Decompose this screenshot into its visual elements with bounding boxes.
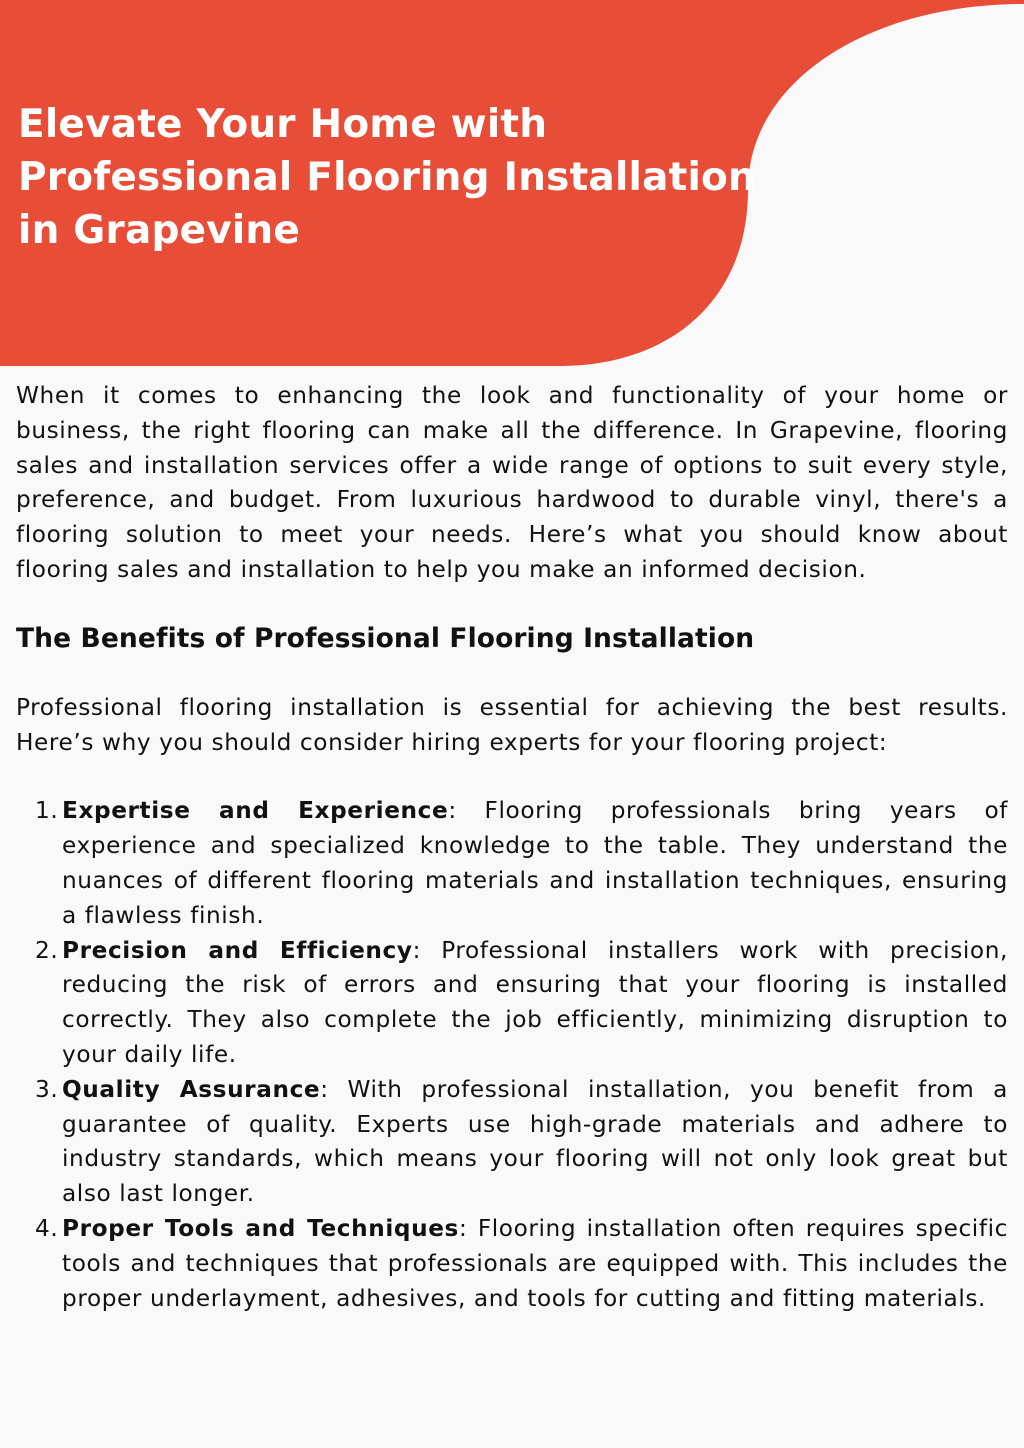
list-item-text: : Professional installers work with precision, reducing the risk of errors and ensuring that your flooring is installed correctly. They also complete the job efficiently, minimizing disruption to your daily life. bbox=[62, 936, 1008, 1068]
page-title: Elevate Your Home with Professional Flooring Installation in Grapevine bbox=[18, 102, 756, 253]
article-body bbox=[16, 379, 1008, 1316]
list-item-title: Quality Assurance bbox=[62, 1075, 321, 1103]
list-item-number: 1. bbox=[35, 797, 59, 825]
section-heading: The Benefits of Professional Flooring Installation bbox=[16, 622, 755, 654]
list-item-number: 4. bbox=[35, 1214, 59, 1242]
list-item-title: Precision and Efficiency bbox=[62, 936, 413, 964]
list-item-title: Proper Tools and Techniques bbox=[62, 1214, 459, 1242]
list-item-number: 2. bbox=[35, 936, 59, 964]
list-item bbox=[16, 1073, 1008, 1212]
list-item-text: : Flooring installation often requires specific tools and techniques that professionals are equipped with. This includes the proper underlayment, adhesives, and tools for cutting and fitting materials. bbox=[62, 1214, 1008, 1312]
list-item bbox=[16, 934, 1008, 1073]
benefits-list bbox=[16, 794, 1008, 1316]
list-item-text: : With professional installation, you benefit from a guarantee of quality. Experts use high-grade materials and adhere to industry standards, which means your flooring will not only look great but also last longer. bbox=[62, 1075, 1008, 1208]
list-item bbox=[16, 794, 1008, 933]
list-item-text: : Flooring professionals bring years of experience and specialized knowledge to the table. They understand the nuances of different flooring materials and installation techniques, ensuring a flawless finish. bbox=[62, 797, 1009, 929]
list-item-number: 3. bbox=[35, 1075, 59, 1103]
list-item-title: Expertise and Experience bbox=[62, 797, 449, 825]
list-item bbox=[16, 1212, 1008, 1316]
intro-paragraph: When it comes to enhancing the look and functionality of your home or business, the right flooring can make all the difference. In Grapevine, flooring sales and installation services offer a wide range of options to suit every style, preference, and budget. From luxurious hardwood to durable vinyl, there's a flooring solution to meet your needs. Here’s what you should know about flooring sales and installation to help you make an informed decision. bbox=[16, 382, 1008, 583]
section-intro-paragraph: Professional flooring installation is essential for achieving the best results. Here’s why you should consider hiring experts for your flooring project: bbox=[16, 693, 1008, 756]
